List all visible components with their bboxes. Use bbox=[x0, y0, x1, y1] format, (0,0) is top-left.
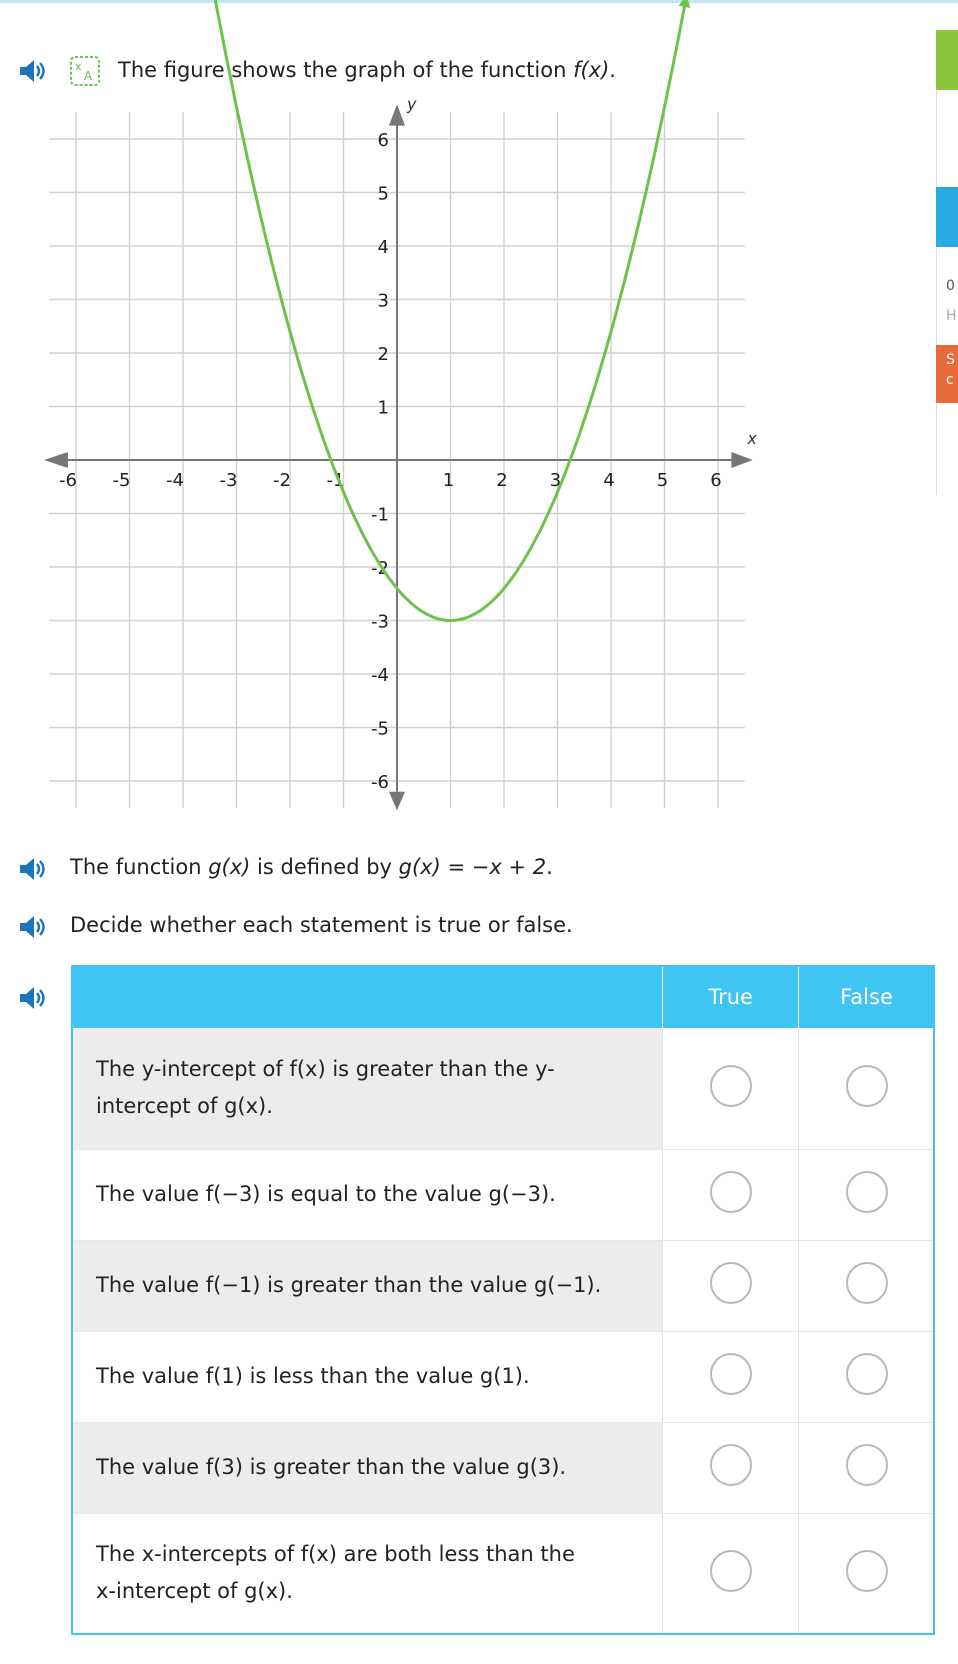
false-radio[interactable] bbox=[846, 1065, 888, 1107]
statement-text: The value f(3) is greater than the value g(3). bbox=[72, 1422, 663, 1513]
x-tick-label: -5 bbox=[112, 470, 131, 491]
translate-icon[interactable] bbox=[70, 56, 100, 86]
x-tick-label: -6 bbox=[59, 470, 77, 491]
statement-text: The value f(−1) is greater than the value g(−1). bbox=[72, 1240, 663, 1331]
y-tick-label: -4 bbox=[371, 665, 389, 686]
true-radio[interactable] bbox=[710, 1262, 752, 1304]
function-curve bbox=[210, 0, 686, 621]
svg-text:x: x bbox=[75, 60, 82, 73]
x-tick-label: 2 bbox=[496, 470, 508, 491]
statement-text: The value f(1) is less than the value g(1). bbox=[72, 1331, 663, 1422]
speaker-icon[interactable] bbox=[18, 914, 46, 940]
y-tick-label: -3 bbox=[371, 611, 389, 633]
side-text-c: S bbox=[946, 352, 955, 368]
statement-text: The value f(−3) is equal to the value g(−3). bbox=[72, 1149, 663, 1240]
function-graph bbox=[55, 94, 775, 831]
false-radio[interactable] bbox=[846, 1444, 888, 1486]
instruction-text: Decide whether each statement is true or false. bbox=[70, 913, 573, 937]
statement-header bbox=[72, 966, 663, 1028]
true-false-table bbox=[72, 966, 934, 1634]
speaker-icon[interactable] bbox=[18, 985, 46, 1011]
svg-text:A: A bbox=[84, 69, 93, 83]
false-radio[interactable] bbox=[846, 1171, 888, 1213]
table-row bbox=[72, 1422, 934, 1513]
x-tick-label: 1 bbox=[442, 470, 455, 491]
y-tick-label: -6 bbox=[371, 772, 389, 793]
side-progress-bar bbox=[936, 30, 958, 90]
true-radio[interactable] bbox=[710, 1444, 752, 1486]
side-text-b: H bbox=[946, 308, 957, 324]
side-divider bbox=[936, 90, 937, 495]
x-tick-label: -2 bbox=[273, 470, 291, 491]
false-radio[interactable] bbox=[846, 1262, 888, 1304]
table-row bbox=[72, 1149, 934, 1240]
true-column-header: True bbox=[663, 966, 799, 1028]
table-row bbox=[72, 1331, 934, 1422]
x-tick-label: 3 bbox=[549, 470, 562, 491]
y-axis-arrow-down bbox=[389, 792, 405, 811]
y-tick-label: -5 bbox=[371, 718, 389, 740]
g-definition: The function g(x) is defined by g(x) = −x + 2. bbox=[70, 855, 553, 879]
y-tick-label: 6 bbox=[377, 130, 389, 151]
table-row bbox=[72, 1240, 934, 1331]
true-radio[interactable] bbox=[710, 1171, 752, 1213]
true-radio[interactable] bbox=[710, 1550, 752, 1592]
intro-text: The figure shows the graph of the function f(x). bbox=[118, 58, 616, 82]
y-tick-label: 3 bbox=[377, 290, 389, 312]
table-row bbox=[72, 1028, 934, 1149]
false-column-header: False bbox=[799, 966, 934, 1028]
side-text-a: 0 bbox=[946, 278, 955, 294]
side-tab-blue[interactable] bbox=[936, 187, 958, 247]
x-axis-arrow-right bbox=[731, 452, 752, 468]
y-tick-label: 5 bbox=[377, 183, 389, 205]
side-text-d: c bbox=[946, 372, 954, 388]
x-tick-label: -3 bbox=[219, 470, 238, 491]
intro-function: f(x) bbox=[573, 58, 610, 82]
false-radio[interactable] bbox=[846, 1550, 888, 1592]
y-tick-label: 4 bbox=[377, 237, 389, 258]
statement-text: The y-intercept of f(x) is greater than the y- intercept of g(x). bbox=[72, 1028, 663, 1149]
y-axis-label: y bbox=[407, 94, 417, 114]
x-tick-label: -4 bbox=[166, 470, 184, 491]
false-radio[interactable] bbox=[846, 1353, 888, 1395]
table-row bbox=[72, 1513, 934, 1633]
x-axis-label: x bbox=[747, 429, 757, 448]
y-tick-label: 1 bbox=[377, 397, 389, 419]
true-radio[interactable] bbox=[710, 1353, 752, 1395]
y-tick-label: 2 bbox=[377, 344, 389, 365]
x-tick-label: 4 bbox=[603, 470, 615, 491]
x-tick-label: -1 bbox=[326, 470, 345, 491]
x-tick-label: 5 bbox=[656, 470, 669, 491]
x-axis-arrow-left bbox=[44, 452, 68, 468]
speaker-icon[interactable] bbox=[18, 856, 46, 882]
x-tick-label: 6 bbox=[710, 470, 722, 491]
speaker-icon[interactable] bbox=[18, 58, 46, 84]
statement-text: The x-intercepts of f(x) are both less than the x-intercept of g(x). bbox=[72, 1513, 663, 1633]
y-tick-label: -2 bbox=[371, 558, 389, 579]
top-border bbox=[0, 0, 958, 3]
true-radio[interactable] bbox=[710, 1065, 752, 1107]
y-axis-arrow-up bbox=[389, 104, 405, 125]
y-tick-label: -1 bbox=[371, 504, 389, 526]
